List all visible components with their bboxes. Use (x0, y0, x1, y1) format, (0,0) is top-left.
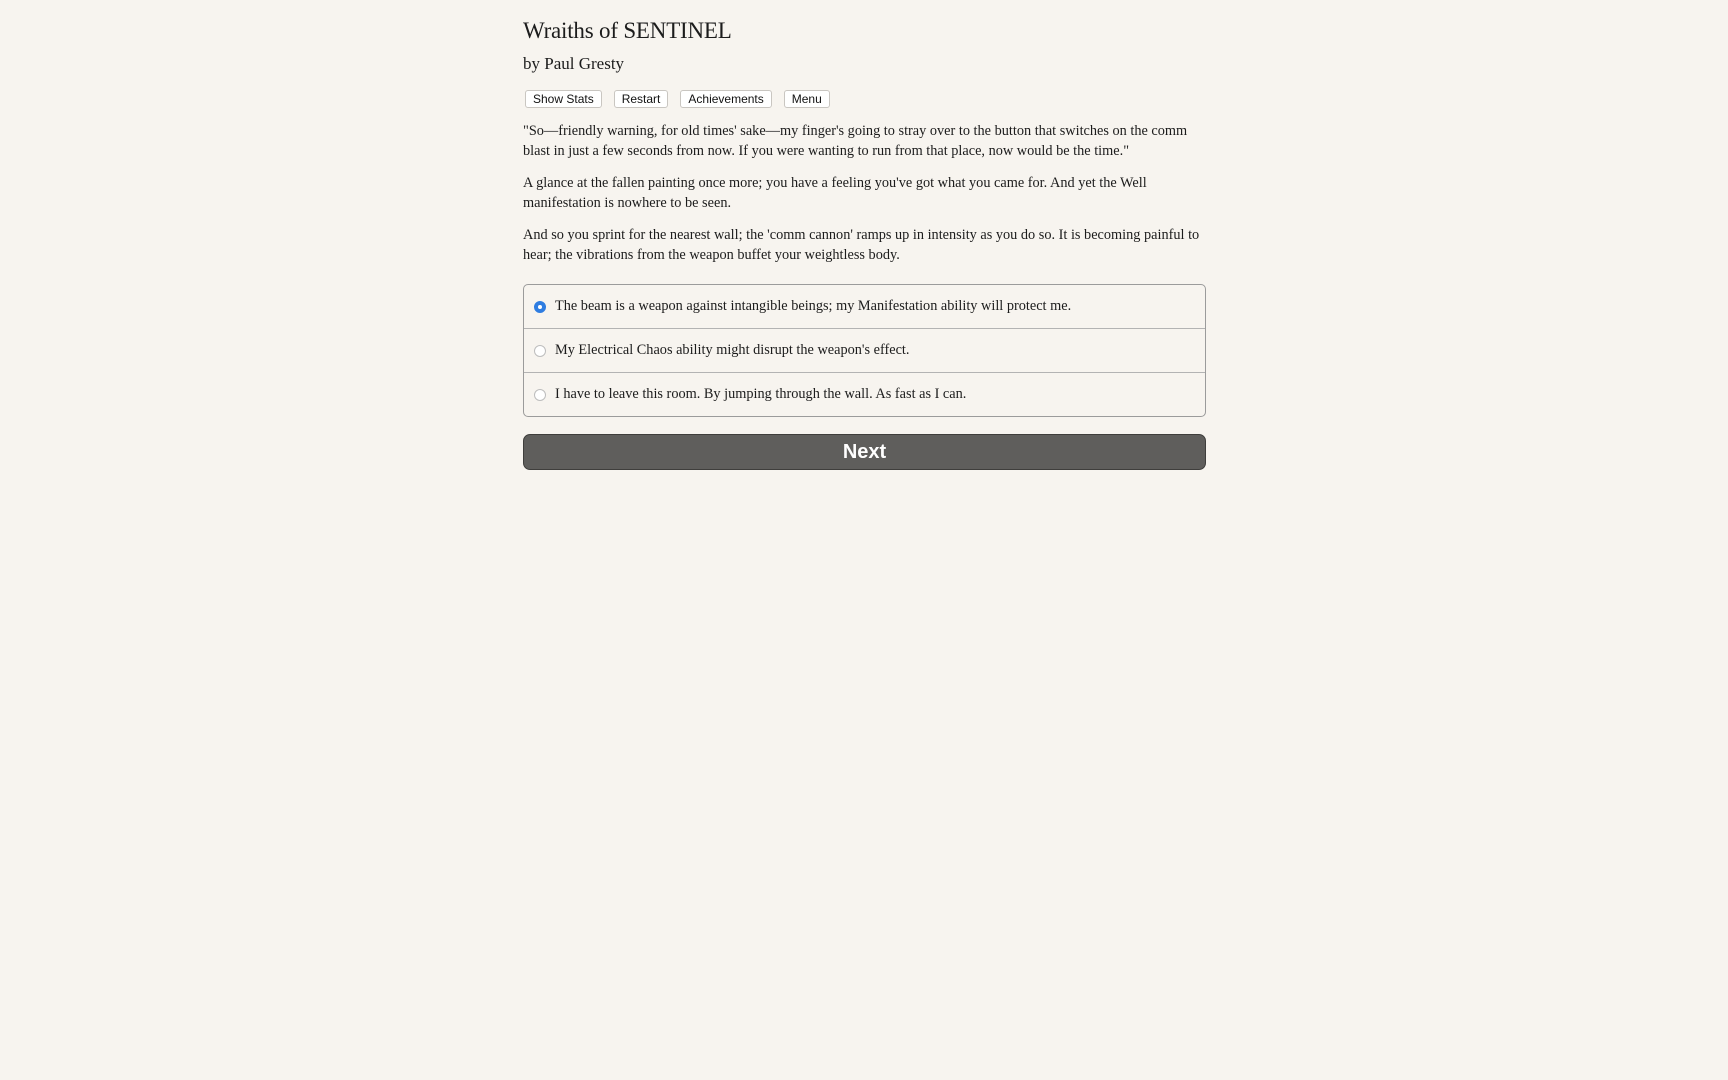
restart-button[interactable]: Restart (614, 90, 669, 108)
show-stats-button[interactable]: Show Stats (525, 90, 602, 108)
game-author: by Paul Gresty (523, 54, 625, 73)
choice-label: I have to leave this room. By jumping through the wall. As fast as I can. (555, 386, 967, 402)
story-paragraph: And so you sprint for the nearest wall; the 'comm cannon' ramps up in intensity as you do so. It is becoming painful to hear; the vibrations from the weapon buffet your weightless body. (523, 227, 1200, 263)
game-title: Wraiths of SENTINEL (523, 18, 732, 43)
story-paragraph: A glance at the fallen painting once more; you have a feeling you've got what you came for. And yet the Well manifestation is nowhere to be seen. (523, 175, 1147, 211)
radio-button[interactable] (534, 345, 546, 357)
radio-button[interactable] (534, 301, 546, 313)
choice-option[interactable] (524, 372, 1205, 416)
achievements-button[interactable]: Achievements (680, 90, 771, 108)
story-paragraph: "So—friendly warning, for old times' sake—my finger's going to stray over to the button that switches on the comm blast in just a few seconds from now. If you were wanting to run from that place, now would be the time." (523, 123, 1188, 159)
choice-list (523, 284, 1206, 417)
toolbar (525, 90, 830, 108)
story-text (523, 122, 1213, 278)
radio-button[interactable] (534, 389, 546, 401)
menu-button[interactable]: Menu (784, 90, 830, 108)
next-button[interactable]: Next (523, 434, 1206, 470)
choice-label: The beam is a weapon against intangible beings; my Manifestation ability will protect me. (555, 298, 1072, 314)
choice-option[interactable] (524, 328, 1205, 372)
choice-option[interactable] (524, 285, 1205, 328)
choice-label: My Electrical Chaos ability might disrupt the weapon's effect. (555, 342, 910, 358)
